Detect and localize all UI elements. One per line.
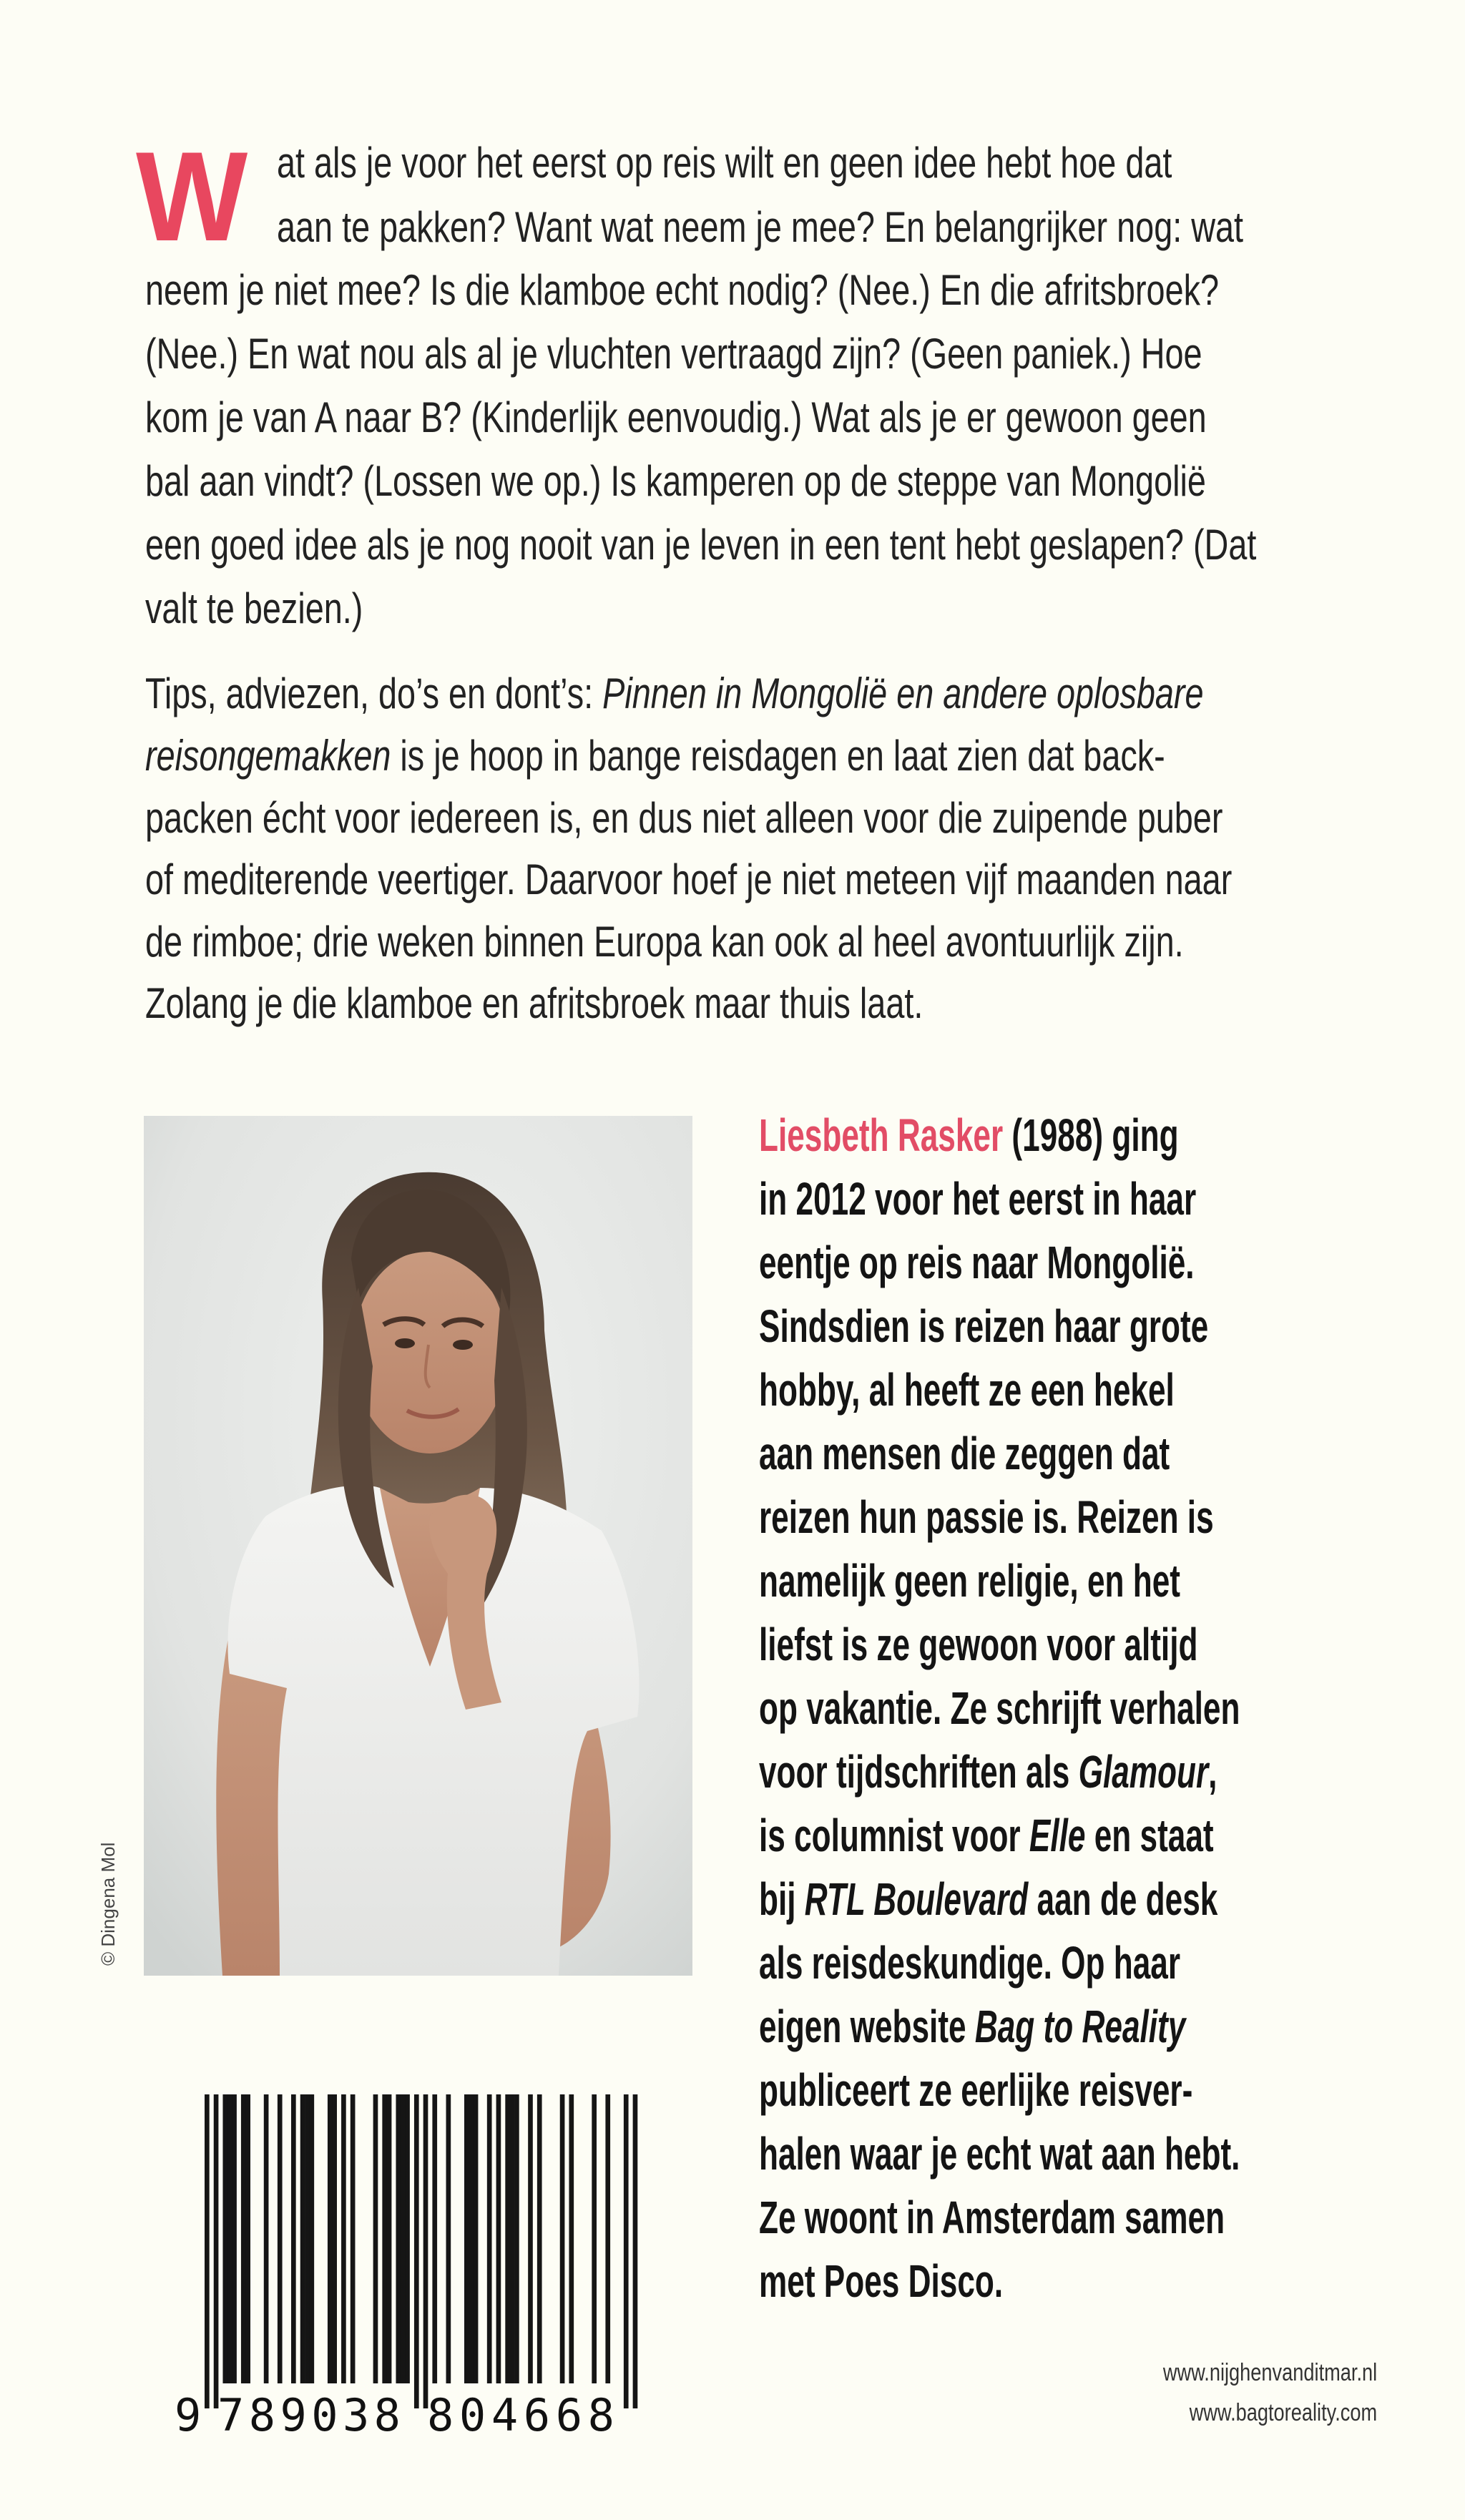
- author-name: Liesbeth Rasker: [759, 1109, 1004, 1161]
- text-span: en staat: [1085, 1810, 1214, 1861]
- text-span: publiceert ze eerlijke reisver-: [759, 2064, 1193, 2116]
- text-span: op vakantie. Ze schrijft verhalen: [759, 1682, 1240, 1734]
- italic-title: Pinnen in Mongolië en andere oplosbare: [602, 670, 1204, 717]
- text-span: namelijk geen religie, en het: [759, 1555, 1181, 1607]
- italic-title: Bag to Reality: [974, 2001, 1186, 2052]
- photo-credit: © Dingena Mol: [97, 1842, 119, 1966]
- text-span: reizen hun passie is. Reizen is: [759, 1491, 1214, 1543]
- text-span: of mediterende veertiger. Daarvoor hoef je niet meteen vijf maanden naar: [145, 855, 1233, 903]
- publisher-url[interactable]: www.nijghenvanditmar.nl: [1162, 2359, 1377, 2386]
- text-span: is je hoop in bange reisdagen en laat zien dat back-: [391, 732, 1165, 780]
- text-span: kom je van A naar B? (Kinderlijk eenvoudig.) Wat als je er gewoon geen: [145, 393, 1207, 441]
- text-span: ,: [1208, 1746, 1217, 1798]
- text-span: neem je niet mee? Is die klamboe echt nodig? (Nee.) En die afritsbroek?: [145, 266, 1220, 314]
- text-span: liefst is ze gewoon voor altijd: [759, 1619, 1198, 1670]
- barcode-digits: [175, 2389, 614, 2441]
- text-span: (1988) ging: [1003, 1109, 1179, 1161]
- text-span: voor tijdschriften als: [759, 1746, 1079, 1798]
- italic-title: Glamour: [1078, 1746, 1209, 1798]
- barcode-left-group: 789038: [217, 2389, 401, 2441]
- text-span: (Nee.) En wat nou als al je vluchten vertraagd zijn? (Geen paniek.) Hoe: [145, 330, 1202, 378]
- text-span: de rimboe; drie weken binnen Europa kan ook al heel avontuurlijk zijn.: [145, 918, 1184, 966]
- barcode-right-group: 804668: [427, 2389, 614, 2441]
- text-span: hobby, al heeft ze een hekel: [759, 1364, 1175, 1416]
- text-span: een goed idee als je nog nooit van je leven in een tent hebt geslapen? (Dat: [145, 521, 1257, 569]
- text-span: met Poes Disco.: [759, 2255, 1004, 2307]
- text-span: is columnist voor: [759, 1810, 1029, 1861]
- text-span: Ze woont in Amsterdam samen: [759, 2192, 1225, 2243]
- text-span: aan de desk: [1028, 1873, 1218, 1925]
- text-span: halen waar je echt wat aan hebt.: [759, 2128, 1240, 2180]
- barcode-first-digit: 9: [175, 2389, 202, 2441]
- text-span: bij: [759, 1873, 805, 1925]
- italic-title: Elle: [1029, 1810, 1086, 1861]
- text-span: valt te bezien.): [145, 584, 363, 632]
- text-span: Sindsdien is reizen haar grote: [759, 1300, 1209, 1352]
- barcode-bars: [205, 2094, 637, 2408]
- text-span: in 2012 voor het eerst in haar: [759, 1173, 1197, 1225]
- italic-title: RTL Boulevard: [804, 1873, 1029, 1925]
- text-span: eentje op reis naar Mongolië.: [759, 1237, 1195, 1288]
- text-span: bal aan vindt? (Lossen we op.) Is kamperen op de steppe van Mongolië: [145, 457, 1206, 505]
- author-website-url[interactable]: www.bagtoreality.com: [1189, 2399, 1377, 2426]
- text-span: Zolang je die klamboe en afritsbroek maar thuis laat.: [145, 979, 923, 1027]
- italic-title: reisongemakken: [145, 732, 391, 780]
- text-span: at als je voor het eerst op reis wilt en geen idee hebt hoe dat: [277, 139, 1172, 187]
- text-span: packen écht voor iedereen is, en dus niet alleen voor die zuipende puber: [145, 794, 1223, 842]
- text-span: aan te pakken? Want wat neem je mee? En belangrijker nog: wat: [277, 203, 1244, 251]
- text-span: als reisdeskundige. Op haar: [759, 1937, 1181, 1989]
- text-span: eigen website: [759, 2001, 975, 2052]
- drop-cap: W: [136, 125, 248, 268]
- text-span: Tips, adviezen, do’s en dont’s:: [145, 670, 603, 717]
- text-span: aan mensen die zeggen dat: [759, 1428, 1170, 1479]
